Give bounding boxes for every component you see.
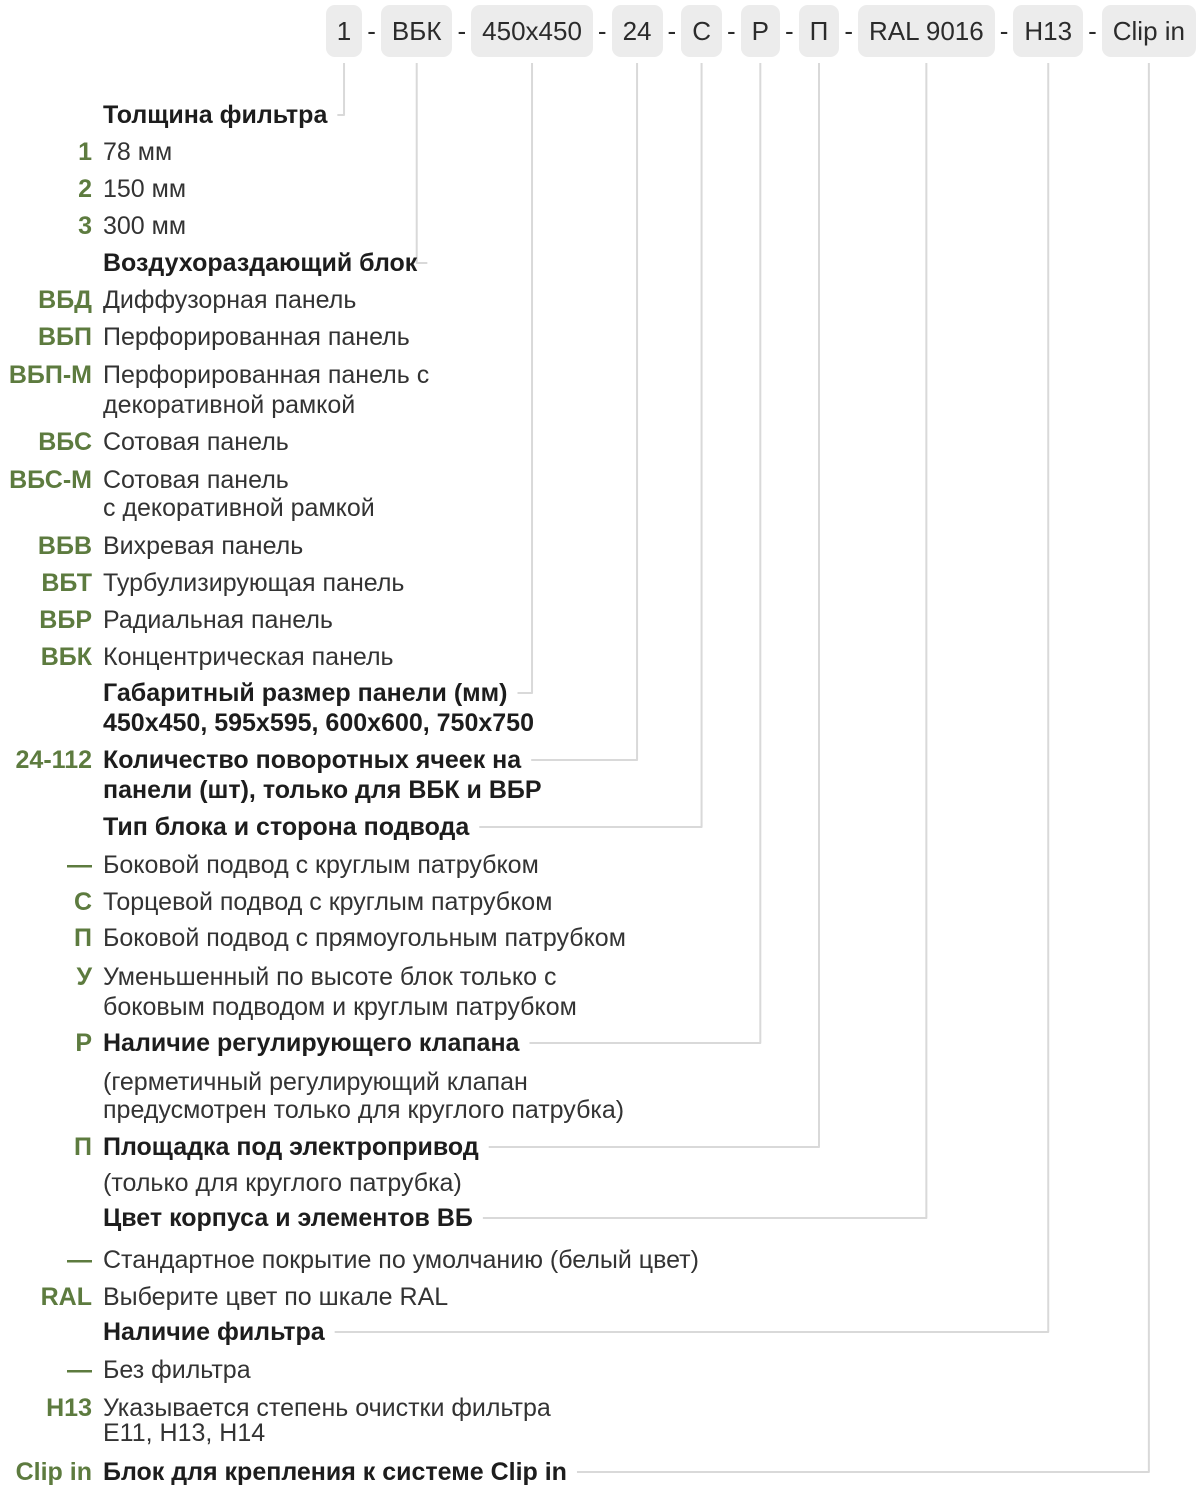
item-text: Перфорированная панель с — [103, 360, 430, 389]
list-item — [0, 921, 626, 955]
header-actuator-pad — [0, 1130, 479, 1164]
code-segment-clip-in: Clip in — [1102, 5, 1196, 57]
list-item — [0, 566, 404, 600]
header-supply-side — [0, 810, 469, 844]
header-cell-count — [0, 743, 521, 777]
code-segment-filter: H13 — [1013, 5, 1083, 57]
item-code: ВБВ — [37, 531, 92, 560]
item-text: Боковой подвод с круглым патрубком — [103, 850, 539, 879]
list-item — [0, 320, 410, 354]
code-separator: - — [1088, 16, 1097, 46]
code-separator: - — [844, 16, 854, 46]
item-text: Стандартное покрытие по умолчанию (белый цвет) — [103, 1245, 699, 1274]
code-separator: - — [597, 16, 607, 46]
item-text: боковым подводом и круглым патрубком — [103, 992, 577, 1021]
item-text: Турбулизирующая панель — [103, 568, 405, 597]
item-text: Указывается степень очистки фильтра — [103, 1393, 551, 1422]
code-separator: - — [367, 16, 376, 46]
item-code: П — [74, 923, 92, 952]
note-line — [0, 1093, 624, 1127]
code-segment-block-type: ВБК — [381, 5, 453, 57]
item-code: ВБП — [38, 322, 92, 351]
list-item-continuation — [0, 388, 355, 422]
item-code: У — [76, 962, 92, 991]
list-item — [0, 603, 333, 637]
code-separator: - — [726, 16, 736, 46]
list-item — [0, 848, 539, 882]
note-text: (герметичный регулирующий клапан — [103, 1067, 528, 1096]
section-code: Р — [75, 1028, 92, 1057]
item-text: Концентрическая панель — [103, 642, 394, 671]
list-item — [0, 135, 172, 169]
code-segment-panel-size: 450x450 — [471, 5, 593, 57]
section-header-text: 450x450, 595x595, 600x600, 750x750 — [103, 708, 534, 737]
item-code: 2 — [78, 174, 92, 203]
section-header-text: Цвет корпуса и элементов ВБ — [103, 1203, 473, 1232]
item-code: ВБП-М — [8, 360, 92, 389]
order-code-row — [326, 5, 1196, 57]
item-text: Уменьшенный по высоте блок только с — [103, 962, 557, 991]
item-text: E11, H13, H14 — [103, 1418, 266, 1447]
code-segment-color: RAL 9016 — [858, 5, 995, 57]
header-air-block — [0, 246, 417, 280]
list-item — [0, 209, 186, 243]
list-item — [0, 1353, 251, 1387]
item-code: ВБР — [39, 605, 92, 634]
section-header-text: Воздухораздающий блок — [103, 248, 418, 277]
code-separator: - — [667, 16, 677, 46]
code-separator: - — [999, 16, 1009, 46]
code-segment-supply-side: С — [681, 5, 722, 57]
item-text: Выберите цвет по шкале RAL — [103, 1282, 449, 1311]
item-code: ВБК — [40, 642, 92, 671]
section-header-text: Тип блока и сторона подвода — [103, 812, 470, 841]
header-cell-count-continuation — [0, 773, 542, 807]
item-text: 78 мм — [103, 137, 173, 166]
item-code: H13 — [46, 1393, 92, 1422]
section-header-text: Толщина фильтра — [103, 100, 328, 129]
section-header-text: панели (шт), только для ВБК и ВБР — [103, 775, 542, 804]
code-segment-cell-count: 24 — [612, 5, 663, 57]
list-item — [0, 960, 556, 994]
item-text: Сотовая панель — [103, 465, 289, 494]
header-panel-size — [0, 676, 507, 710]
item-text: Торцевой подвод с круглым патрубком — [103, 887, 553, 916]
list-item — [0, 283, 356, 317]
section-header-text: Габаритный размер панели (мм) — [103, 678, 508, 707]
header-panel-size-continuation — [0, 706, 534, 740]
header-body-color — [0, 1201, 473, 1235]
item-text: Перфорированная панель — [103, 322, 410, 351]
item-text: Вихревая панель — [103, 531, 304, 560]
section-header-text: Наличие фильтра — [103, 1317, 325, 1346]
item-code: — — [67, 850, 92, 879]
section-code: 24-112 — [15, 745, 92, 774]
section-header-text: Количество поворотных ячеек на — [103, 745, 522, 774]
list-item — [0, 640, 394, 674]
list-item-continuation — [0, 1416, 265, 1450]
item-code: ВБС-М — [9, 465, 92, 494]
item-code: С — [73, 887, 92, 916]
section-header-text: Блок для крепления к системе Clip in — [103, 1457, 567, 1486]
item-code: 1 — [78, 137, 92, 166]
section-code: П — [74, 1132, 92, 1161]
item-code: ВБД — [38, 285, 92, 314]
item-text: 300 мм — [103, 211, 187, 240]
item-code: — — [67, 1355, 92, 1384]
code-segment-thickness: 1 — [326, 5, 362, 57]
list-item — [0, 358, 429, 392]
header-filter-thickness — [0, 98, 327, 132]
list-item-continuation — [0, 990, 577, 1024]
section-code: Clip in — [15, 1457, 92, 1486]
item-code: ВБС — [38, 427, 92, 456]
list-item — [0, 172, 186, 206]
header-filter-presence — [0, 1315, 325, 1349]
list-item-continuation — [0, 491, 375, 525]
list-item — [0, 529, 303, 563]
item-code: ВБТ — [41, 568, 92, 597]
item-code: 3 — [78, 211, 92, 240]
list-item — [0, 1243, 699, 1277]
item-text: Сотовая панель — [103, 427, 289, 456]
code-separator: - — [784, 16, 794, 46]
code-segment-valve: Р — [741, 5, 780, 57]
note-line — [0, 1166, 462, 1200]
list-item — [0, 1280, 448, 1314]
item-text: Боковой подвод с прямоугольным патрубком — [103, 923, 626, 952]
item-text: Радиальная панель — [103, 605, 333, 634]
list-item — [0, 885, 552, 919]
section-header-text: Наличие регулирующего клапана — [103, 1028, 520, 1057]
code-segment-actuator-pad: П — [799, 5, 840, 57]
code-separator: - — [457, 16, 467, 46]
item-text: декоративной рамкой — [103, 390, 356, 419]
item-text: с декоративной рамкой — [103, 493, 375, 522]
header-valve — [0, 1026, 519, 1060]
list-item — [0, 425, 289, 459]
item-code: — — [67, 1245, 92, 1274]
item-code: RAL — [40, 1282, 92, 1311]
note-text: (только для круглого патрубка) — [103, 1168, 462, 1197]
note-text: предусмотрен только для круглого патрубка) — [103, 1095, 625, 1124]
item-text: 150 мм — [103, 174, 187, 203]
header-clip-in — [0, 1455, 567, 1489]
item-text: Диффузорная панель — [103, 285, 357, 314]
item-text: Без фильтра — [103, 1355, 251, 1384]
section-header-text: Площадка под электропривод — [103, 1132, 479, 1161]
